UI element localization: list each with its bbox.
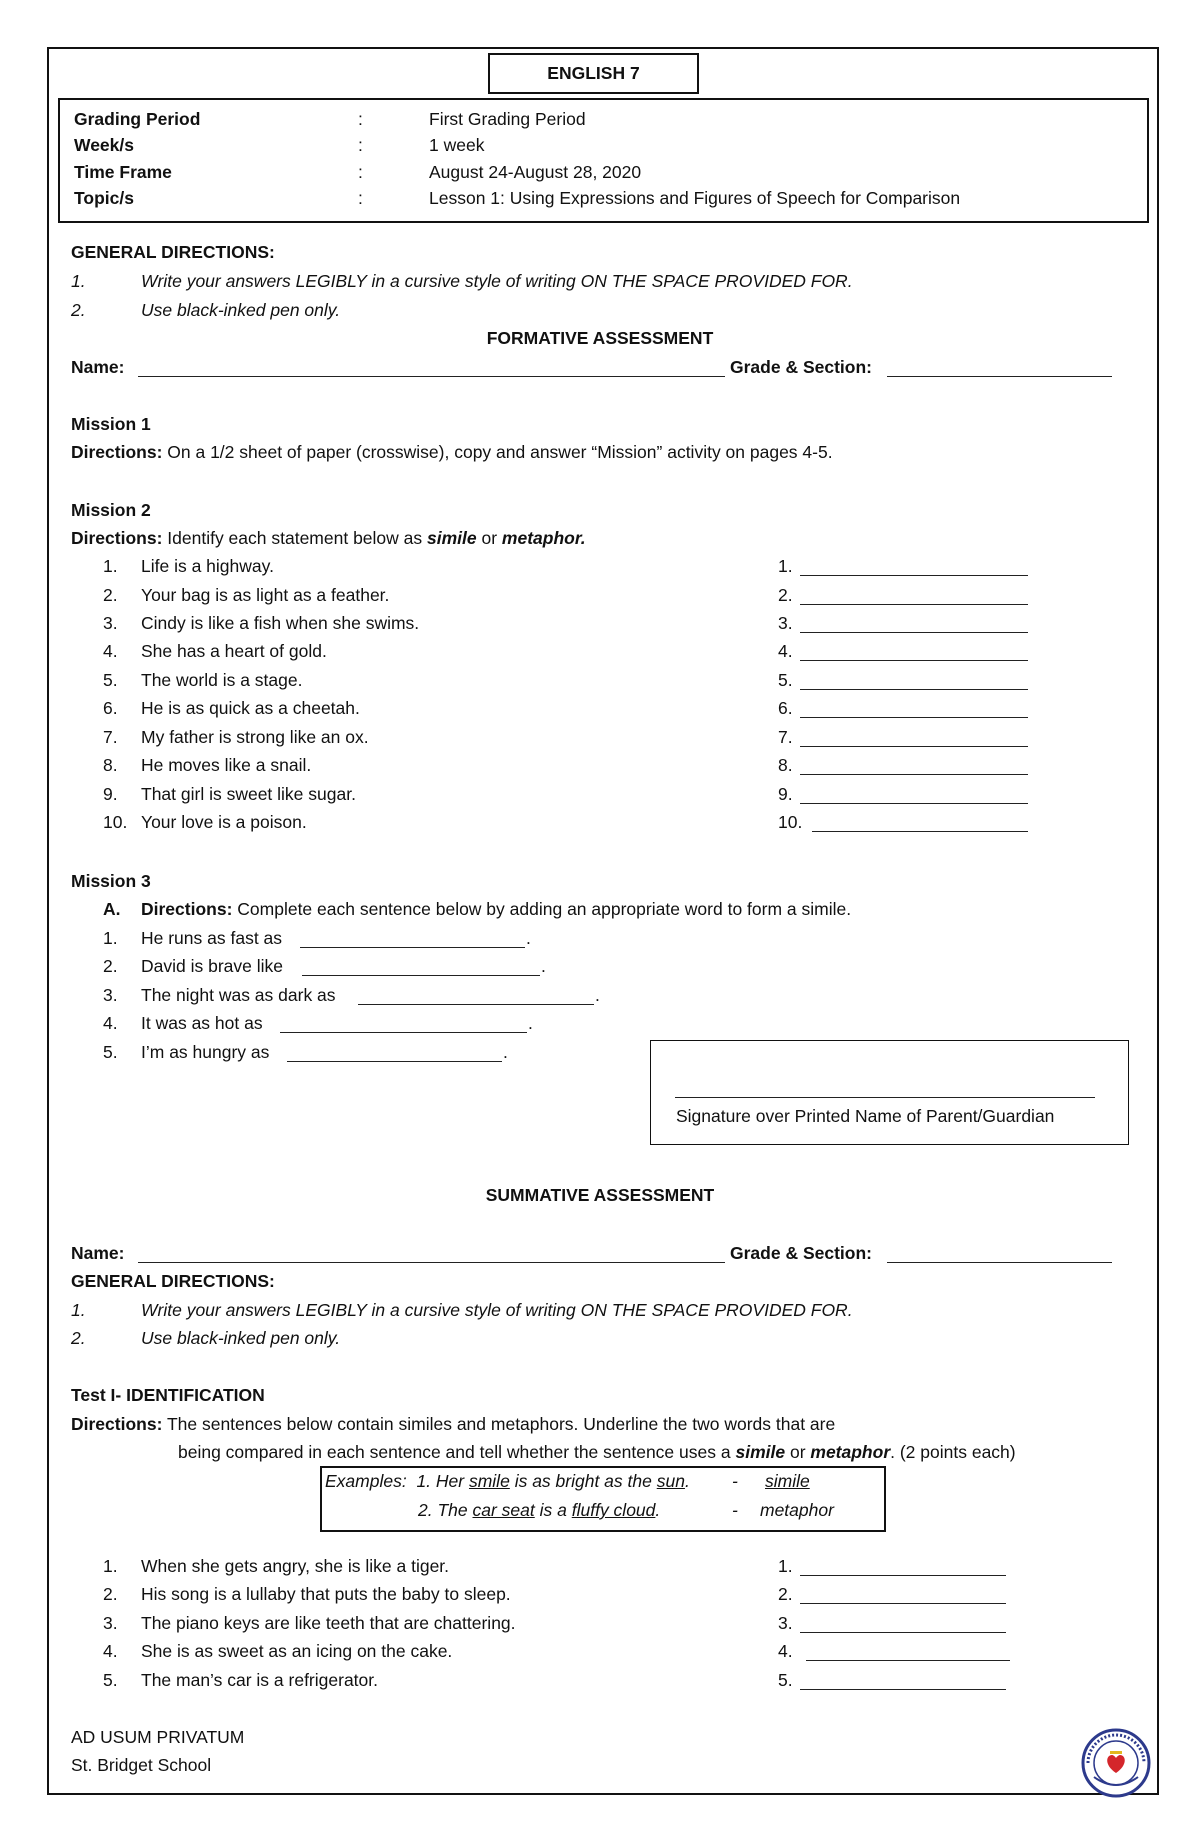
item-number: 1. — [103, 1556, 118, 1576]
directions-label: Directions: — [71, 442, 163, 462]
answer-field[interactable] — [800, 689, 1028, 690]
general-direction-number: 1. — [71, 271, 86, 291]
item-text: It was as hot as — [141, 1013, 263, 1033]
general-direction-text: Write your answers LEGIBLY in a cursive style of writing ON THE SPACE PROVIDED FOR. — [141, 1300, 853, 1320]
item-text: The night was as dark as — [141, 985, 336, 1005]
item-text: David is brave like — [141, 956, 283, 976]
general-directions-heading: GENERAL DIRECTIONS: — [71, 1271, 275, 1291]
part-label: A. — [103, 899, 121, 919]
example-1-dash: - — [732, 1471, 738, 1491]
example-text: 1. Her — [416, 1471, 465, 1491]
grade-section-label: Grade & Section: — [730, 357, 872, 377]
answer-field[interactable] — [800, 717, 1028, 718]
item-number: 7. — [103, 727, 118, 747]
info-label-weeks: Week/s — [74, 135, 134, 155]
item-text: My father is strong like an ox. — [141, 727, 369, 747]
info-value-grading-period: First Grading Period — [429, 109, 586, 129]
info-colon: : — [358, 188, 363, 208]
grade-section-field[interactable] — [887, 1262, 1112, 1263]
name-field[interactable] — [138, 1262, 725, 1263]
blank-field[interactable] — [280, 1032, 527, 1033]
signature-box — [650, 1040, 1129, 1145]
test-1-directions-line2 — [178, 1442, 1016, 1463]
directions-label: Directions: — [71, 528, 163, 548]
directions-text: Identify each statement below as — [162, 528, 427, 548]
item-text: Your bag is as light as a feather. — [141, 585, 390, 605]
answer-field[interactable] — [800, 803, 1028, 804]
info-colon: : — [358, 135, 363, 155]
footer-school-name: St. Bridget School — [71, 1755, 212, 1775]
blank-field[interactable] — [358, 1004, 594, 1005]
answer-number: 3. — [778, 1613, 793, 1633]
item-number: 5. — [103, 1670, 118, 1690]
example-1-answer: simile — [765, 1471, 810, 1491]
test-1-title: Test I- IDENTIFICATION — [71, 1385, 265, 1405]
period: . — [595, 985, 600, 1005]
item-number: 8. — [103, 755, 118, 775]
item-text: His song is a lullaby that puts the baby to sleep. — [141, 1584, 511, 1604]
item-number: 10. — [103, 812, 128, 832]
item-text: Your love is a poison. — [141, 812, 307, 832]
examples-box — [320, 1466, 886, 1532]
summative-heading: SUMMATIVE ASSESSMENT — [485, 1185, 715, 1205]
example-2-dash: - — [732, 1500, 738, 1520]
example-text: 2. The — [418, 1500, 468, 1520]
answer-number: 7. — [778, 727, 793, 747]
answer-number: 2. — [778, 1584, 793, 1604]
mission-1-title: Mission 1 — [71, 414, 151, 434]
info-label-topics: Topic/s — [74, 188, 134, 208]
answer-field[interactable] — [812, 831, 1028, 832]
item-text: Cindy is like a fish when she swims. — [141, 613, 420, 633]
directions-label: Directions: — [141, 899, 233, 919]
simile-term: simile — [427, 528, 477, 548]
answer-field[interactable] — [800, 774, 1028, 775]
grade-section-label: Grade & Section: — [730, 1243, 872, 1263]
name-label: Name: — [71, 357, 125, 377]
item-number: 4. — [103, 1641, 118, 1661]
compared-word: sun — [656, 1471, 685, 1491]
general-direction-text: Write your answers LEGIBLY in a cursive style of writing ON THE SPACE PROVIDED FOR. — [141, 271, 853, 291]
item-number: 3. — [103, 1613, 118, 1633]
period: . — [526, 928, 531, 948]
general-direction-number: 1. — [71, 1300, 86, 1320]
info-colon: : — [358, 109, 363, 129]
period: . — [503, 1042, 508, 1062]
answer-field[interactable] — [800, 575, 1028, 576]
answer-number: 1. — [778, 1556, 793, 1576]
item-number: 2. — [103, 1584, 118, 1604]
answer-number: 3. — [778, 613, 793, 633]
item-text: He runs as fast as — [141, 928, 283, 948]
footer-ad-usum: AD USUM PRIVATUM — [71, 1727, 245, 1747]
item-number: 3. — [103, 985, 118, 1005]
name-field[interactable] — [138, 376, 725, 377]
item-number: 1. — [103, 928, 118, 948]
general-direction-text: Use black-inked pen only. — [141, 1328, 341, 1348]
info-colon: : — [358, 162, 363, 182]
item-text: I’m as hungry as — [141, 1042, 270, 1062]
example-text: . — [655, 1500, 661, 1520]
or-word: or — [785, 1442, 811, 1462]
answer-number: 5. — [778, 670, 793, 690]
answer-number: 8. — [778, 755, 793, 775]
item-text: He moves like a snail. — [141, 755, 312, 775]
item-number: 4. — [103, 1013, 118, 1033]
signature-caption: Signature over Printed Name of Parent/Guardian — [676, 1106, 1055, 1126]
item-text: The world is a stage. — [141, 670, 303, 690]
answer-field[interactable] — [800, 660, 1028, 661]
answer-number: 1. — [778, 556, 793, 576]
example-text: . — [684, 1471, 690, 1491]
directions-text: being compared in each sentence and tell whether the sentence uses a — [178, 1442, 736, 1462]
answer-number: 2. — [778, 585, 793, 605]
item-number: 3. — [103, 613, 118, 633]
answer-number: 9. — [778, 784, 793, 804]
blank-field[interactable] — [287, 1061, 502, 1062]
compared-word: smile — [468, 1471, 510, 1491]
mission-1-directions — [71, 442, 833, 463]
seal-gold-band — [1110, 1751, 1122, 1754]
answer-field[interactable] — [800, 604, 1028, 605]
directions-text: Complete each sentence below by adding an appropriate word to form a simile. — [232, 899, 852, 919]
blank-field[interactable] — [302, 975, 540, 976]
item-text: The piano keys are like teeth that are chattering. — [141, 1613, 516, 1633]
metaphor-term: metaphor. — [501, 528, 586, 548]
info-label-time-frame: Time Frame — [74, 162, 172, 182]
info-box — [58, 98, 1149, 223]
mission-3-directions — [141, 899, 851, 920]
period: . — [541, 956, 546, 976]
general-direction-text: Use black-inked pen only. — [141, 300, 341, 320]
compared-word: fluffy cloud — [571, 1500, 656, 1520]
answer-field[interactable] — [800, 1632, 1006, 1633]
item-number: 2. — [103, 956, 118, 976]
info-value-weeks: 1 week — [429, 135, 485, 155]
item-text: When she gets angry, she is like a tiger. — [141, 1556, 450, 1576]
answer-number: 4. — [778, 641, 793, 661]
item-number: 5. — [103, 1042, 118, 1062]
grade-section-field[interactable] — [887, 376, 1112, 377]
directions-text: The sentences below contain similes and metaphors. Underline the two words that are — [162, 1414, 836, 1434]
directions-text: On a 1/2 sheet of paper (crosswise), copy and answer “Mission” activity on pages 4-5. — [162, 442, 833, 462]
info-label-grading-period: Grading Period — [74, 109, 201, 129]
item-number: 1. — [103, 556, 118, 576]
item-number: 9. — [103, 784, 118, 804]
item-number: 4. — [103, 641, 118, 661]
item-text: She is as sweet as an icing on the cake. — [141, 1641, 453, 1661]
info-value-topics: Lesson 1: Using Expressions and Figures of Speech for Comparison — [429, 188, 961, 208]
mission-3-part-a — [103, 899, 121, 920]
answer-number: 6. — [778, 698, 793, 718]
item-text: That girl is sweet like sugar. — [141, 784, 356, 804]
name-label: Name: — [71, 1243, 125, 1263]
answer-number: 4. — [778, 1641, 793, 1661]
answer-field[interactable] — [800, 1603, 1006, 1604]
points-note: . (2 points each) — [890, 1442, 1016, 1462]
answer-field[interactable] — [800, 1689, 1006, 1690]
document-title: ENGLISH 7 — [488, 53, 699, 94]
example-1 — [325, 1471, 690, 1492]
example-2 — [418, 1500, 660, 1521]
answer-number: 5. — [778, 1670, 793, 1690]
item-number: 5. — [103, 670, 118, 690]
info-value-time-frame: August 24-August 28, 2020 — [429, 162, 642, 182]
general-directions-heading: GENERAL DIRECTIONS: — [71, 242, 275, 262]
compared-word: car seat — [472, 1500, 535, 1520]
simile-term: simile — [735, 1442, 786, 1462]
item-text: The man’s car is a refrigerator. — [141, 1670, 378, 1690]
blank-field[interactable] — [300, 947, 525, 948]
metaphor-term: metaphor — [810, 1442, 891, 1462]
mission-2-title: Mission 2 — [71, 500, 151, 520]
item-text: Life is a highway. — [141, 556, 274, 576]
answer-field[interactable] — [800, 746, 1028, 747]
example-text: is as bright as the — [514, 1471, 652, 1491]
general-direction-number: 2. — [71, 300, 86, 320]
test-1-directions-line1 — [71, 1414, 835, 1435]
period: . — [528, 1013, 533, 1033]
directions-label: Directions: — [71, 1414, 163, 1434]
item-number: 2. — [103, 585, 118, 605]
answer-field[interactable] — [800, 632, 1028, 633]
general-direction-number: 2. — [71, 1328, 86, 1348]
mission-3-title: Mission 3 — [71, 871, 151, 891]
item-text: She has a heart of gold. — [141, 641, 327, 661]
signature-line[interactable] — [675, 1097, 1095, 1098]
example-text: is a — [539, 1500, 567, 1520]
school-seal-icon — [1080, 1727, 1152, 1799]
mission-2-directions — [71, 528, 586, 549]
answer-field[interactable] — [800, 1575, 1006, 1576]
item-text: He is as quick as a cheetah. — [141, 698, 360, 718]
answer-number: 10. — [778, 812, 803, 832]
item-number: 6. — [103, 698, 118, 718]
or-word: or — [476, 528, 502, 548]
example-2-answer: metaphor — [760, 1500, 834, 1520]
formative-heading: FORMATIVE ASSESSMENT — [486, 328, 714, 348]
answer-field[interactable] — [806, 1660, 1010, 1661]
examples-label: Examples: — [325, 1471, 407, 1491]
